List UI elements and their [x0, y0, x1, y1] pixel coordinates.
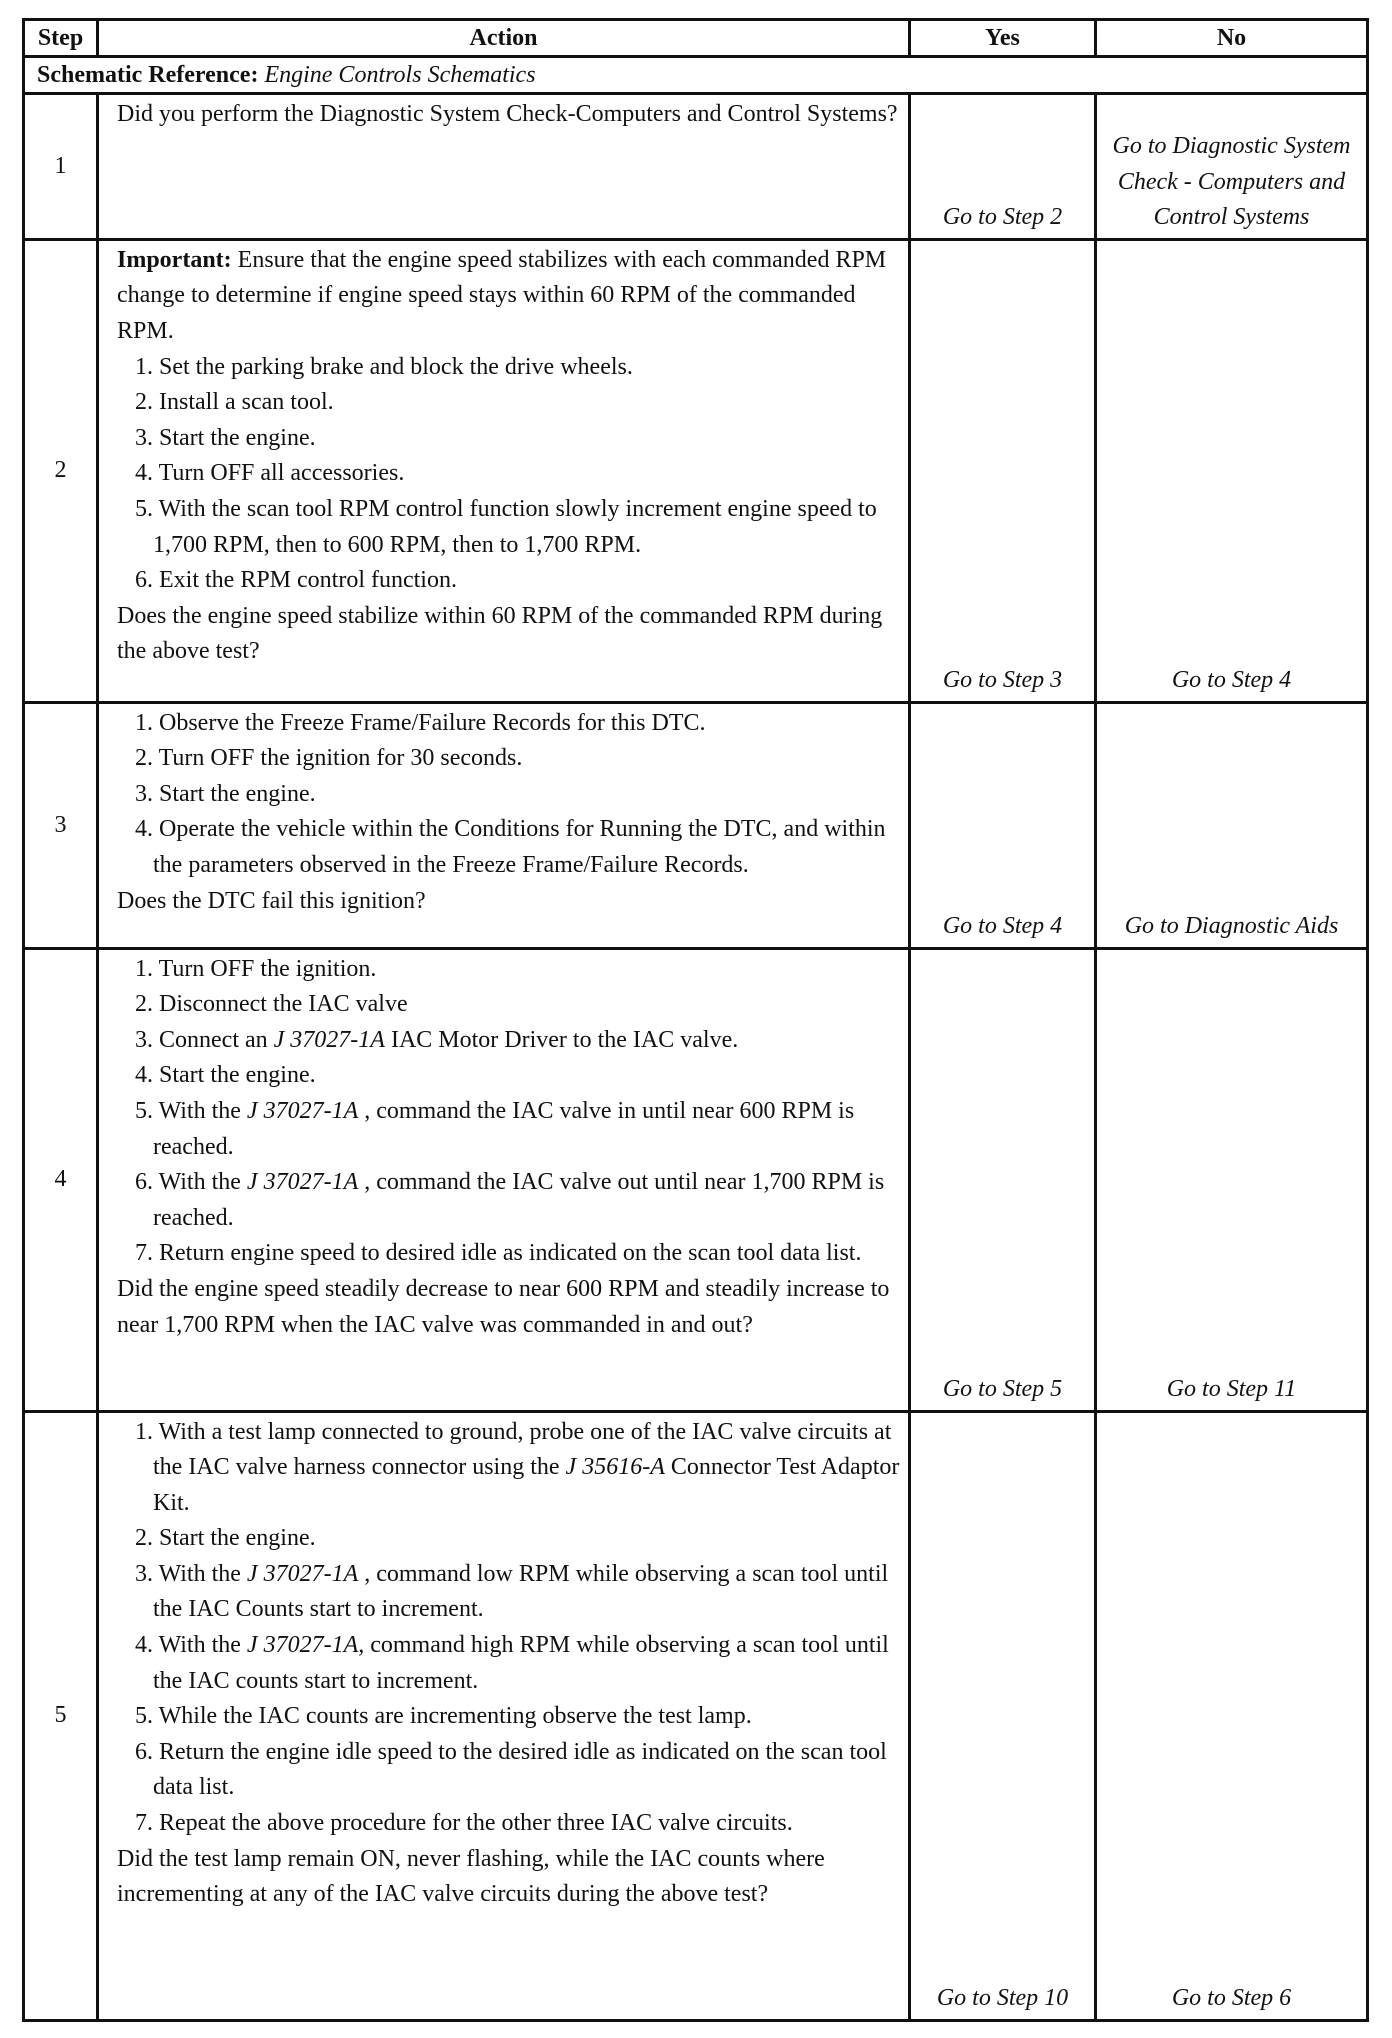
no-link[interactable]: Go to Diagnostic System Check - Computers and Control Systems: [1096, 94, 1368, 240]
list-item: 3. With the J 37027-1A , command low RPM while observing a scan tool until the IAC Counts start to increment.: [135, 1560, 889, 1623]
procedure-list: [117, 1415, 900, 1842]
step-number: 5: [24, 1411, 98, 2020]
no-link[interactable]: Go to Step 11: [1096, 948, 1368, 1411]
list-item: 4. Turn OFF all accessories.: [135, 460, 405, 487]
diagnostic-table: [22, 18, 1369, 2022]
no-link[interactable]: Go to Step 4: [1096, 239, 1368, 702]
list-item: 6. Return the engine idle speed to the desired idle as indicated on the scan tool data list.: [135, 1738, 887, 1801]
list-item: 7. Repeat the above procedure for the other three IAC valve circuits.: [135, 1810, 793, 1837]
action-cell: [98, 1411, 910, 2020]
yes-link[interactable]: Go to Step 3: [910, 239, 1096, 702]
step-question: Did the test lamp remain ON, never flashing, while the IAC counts where incrementing at any of the IAC valve circuits during the above test?: [117, 1845, 825, 1908]
yes-link[interactable]: Go to Step 4: [910, 702, 1096, 948]
list-item: 1. With a test lamp connected to ground, probe one of the IAC valve circuits at the IAC valve harness connector using the J 35616-A Connector Test Adaptor Kit.: [135, 1418, 900, 1516]
step-row-4: [24, 948, 1368, 1411]
step-number: 1: [24, 94, 98, 240]
action-cell: [98, 702, 910, 948]
action-cell: [98, 239, 910, 702]
tool-reference[interactable]: J 37027-1A: [246, 1169, 359, 1196]
list-item: 5. While the IAC counts are incrementing observe the test lamp.: [135, 1703, 752, 1730]
step-row-2: [24, 239, 1368, 702]
step-question: Does the DTC fail this ignition?: [117, 887, 426, 914]
step-row-3: [24, 702, 1368, 948]
list-item: 1. Turn OFF the ignition.: [135, 955, 377, 982]
header-action: Action: [98, 20, 910, 57]
step-question: Did the engine speed steadily decrease to near 600 RPM and steadily increase to near 1,700 RPM when the IAC valve was commanded in and out?: [117, 1276, 890, 1338]
header-no: No: [1096, 20, 1368, 57]
list-item: 5. With the scan tool RPM control function slowly increment engine speed to 1,700 RPM, then to 600 RPM, then to 1,700 RPM.: [135, 496, 877, 558]
list-item: 2. Turn OFF the ignition for 30 seconds.: [135, 745, 523, 772]
header-row: [24, 20, 1368, 57]
yes-link[interactable]: Go to Step 5: [910, 948, 1096, 1411]
step-number: 3: [24, 702, 98, 948]
list-item: 3. Connect an J 37027-1A IAC Motor Driver to the IAC valve.: [135, 1026, 739, 1053]
schematic-row: [24, 57, 1368, 94]
procedure-list: [117, 706, 900, 884]
step-number: 2: [24, 239, 98, 702]
header-yes: Yes: [910, 20, 1096, 57]
important-note: [117, 243, 900, 350]
list-item: 2. Install a scan tool.: [135, 389, 334, 416]
list-item: 6. With the J 37027-1A , command the IAC valve out until near 1,700 RPM is reached.: [135, 1169, 885, 1231]
schematic-label: Schematic Reference:: [37, 61, 259, 88]
tool-reference[interactable]: J 37027-1A: [246, 1098, 359, 1125]
list-item: 1. Set the parking brake and block the drive wheels.: [135, 353, 633, 380]
no-link[interactable]: Go to Diagnostic Aids: [1096, 702, 1368, 948]
list-item: 1. Observe the Freeze Frame/Failure Records for this DTC.: [135, 709, 706, 736]
step-question: Did you perform the Diagnostic System Check-Computers and Control Systems?: [117, 101, 898, 128]
tool-reference[interactable]: J 37027-1A: [246, 1560, 359, 1587]
no-link[interactable]: Go to Step 6: [1096, 1411, 1368, 2020]
step-row-1: [24, 94, 1368, 240]
list-item: 2. Disconnect the IAC valve: [135, 991, 408, 1018]
tool-reference[interactable]: J 35616-A: [565, 1454, 665, 1481]
list-item: 4. Start the engine.: [135, 1062, 316, 1089]
important-text: Ensure that the engine speed stabilizes with each commanded RPM change to determine if engine speed stays within 60 RPM of the commanded RPM.: [117, 246, 887, 345]
list-item: 3. Start the engine.: [135, 424, 316, 451]
yes-link[interactable]: Go to Step 10: [910, 1411, 1096, 2020]
yes-link[interactable]: Go to Step 2: [910, 94, 1096, 240]
list-item: 6. Exit the RPM control function.: [135, 567, 457, 594]
procedure-list: [117, 952, 900, 1272]
schematic-link[interactable]: Engine Controls Schematics: [264, 61, 536, 88]
step-number: 4: [24, 948, 98, 1411]
tool-reference[interactable]: J 37027-1A,: [246, 1632, 365, 1659]
list-item: 7. Return engine speed to desired idle as indicated on the scan tool data list.: [135, 1240, 862, 1267]
important-label: Important:: [117, 246, 232, 273]
list-item: 2. Start the engine.: [135, 1525, 316, 1552]
action-cell: [98, 948, 910, 1411]
list-item: 3. Start the engine.: [135, 780, 316, 807]
action-cell: [98, 94, 910, 240]
list-item: 4. Operate the vehicle within the Conditions for Running the DTC, and within the parameters observed in the Freeze Frame/Failure Records.: [135, 816, 886, 879]
step-question: Does the engine speed stabilize within 60 RPM of the commanded RPM during the above test?: [117, 602, 883, 665]
tool-reference[interactable]: J 37027-1A: [273, 1026, 385, 1053]
schematic-reference: [24, 57, 1368, 94]
list-item: 5. With the J 37027-1A , command the IAC valve in until near 600 RPM is reached.: [135, 1098, 855, 1160]
step-row-5: [24, 1411, 1368, 2020]
header-step: Step: [24, 20, 98, 57]
procedure-list: [117, 350, 900, 599]
list-item: 4. With the J 37027-1A, command high RPM while observing a scan tool until the IAC counts start to increment.: [135, 1632, 889, 1694]
